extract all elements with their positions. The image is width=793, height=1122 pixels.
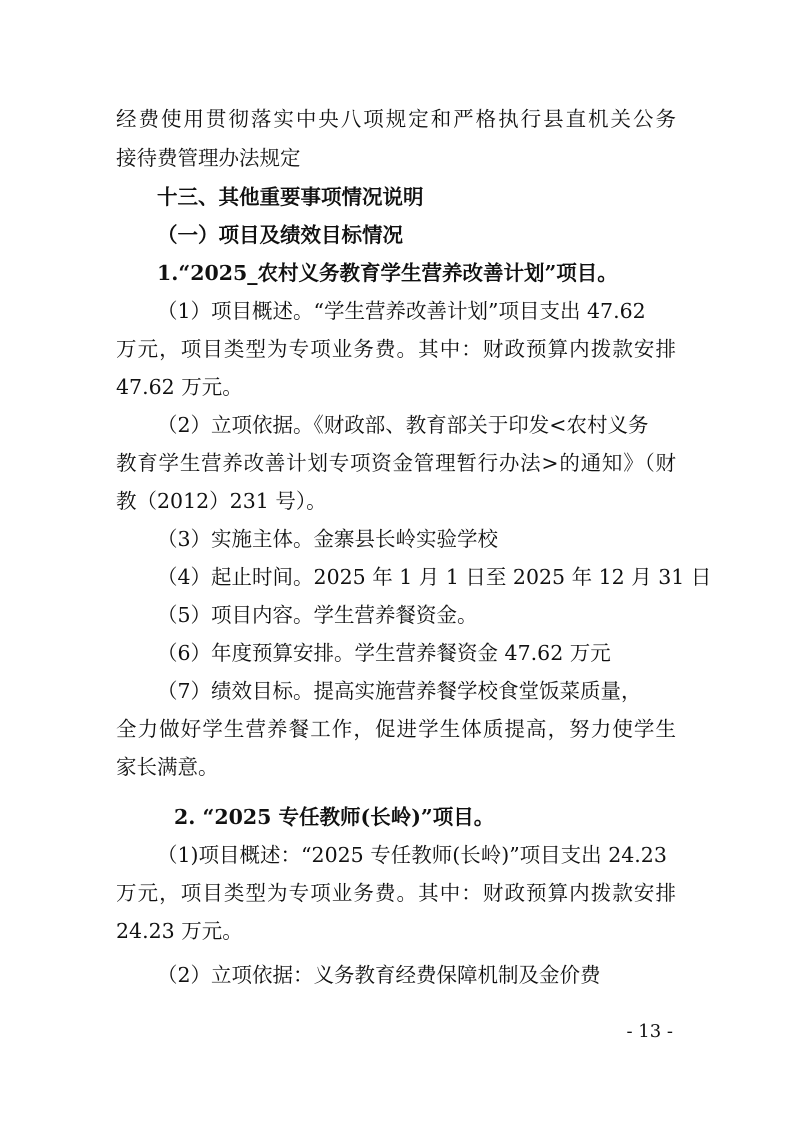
body-text-line: （2）立项依据：义务教育经费保障机制及金价费: [157, 963, 601, 987]
body-text-line: （1）项目概述。“学生营养改善计划”项目支出 47.62: [157, 299, 646, 323]
body-text-line: （4）起止时间。2025 年 1 月 1 日至 2025 年 12 月 31 日: [157, 565, 712, 589]
body-text-line: （2）立项依据。《财政部、教育部关于印发<农村义务: [157, 413, 649, 437]
project-heading: 2. “2025 专任教师(长岭)”项目。: [174, 805, 495, 829]
body-text-line: （7）绩效目标。提高实施营养餐学校食堂饭菜质量，: [157, 679, 642, 703]
body-text-line: 家长满意。: [116, 755, 219, 779]
project-heading: 1.“2025_农村义务教育学生营养改善计划”项目。: [157, 261, 618, 285]
body-text-line: 47.62 万元。: [116, 375, 243, 399]
body-text-line: （3）实施主体。金寨县长岭实验学校: [157, 527, 499, 551]
body-text-line: （6）年度预算安排。学生营养餐资金 47.62 万元: [157, 641, 611, 665]
page-number: - 13 -: [626, 1021, 673, 1042]
body-text-line: （1)项目概述：“2025 专任教师(长岭)”项目支出 24.23: [157, 843, 667, 867]
body-text-line: （5）项目内容。学生营养餐资金。: [157, 603, 478, 627]
body-text-line: 教（2012）231 号）。: [116, 489, 327, 513]
body-text-line: 经费使用贯彻落实中央八项规定和严格执行县直机关公务: [116, 107, 676, 131]
section-heading: 十三、其他重要事项情况说明: [157, 185, 424, 209]
body-text-line: 万元，项目类型为专项业务费。其中：财政预算内拨款安排: [116, 337, 676, 361]
subsection-heading: （一）项目及绩效目标情况: [157, 223, 403, 247]
body-text-line: 24.23 万元。: [116, 919, 243, 943]
body-text-line: 全力做好学生营养餐工作，促进学生体质提高，努力使学生: [116, 717, 676, 741]
body-text-line: 接待费管理办法规定: [116, 146, 301, 170]
body-text-line: 万元，项目类型为专项业务费。其中：财政预算内拨款安排: [116, 881, 676, 905]
body-text-line: 教育学生营养改善计划专项资金管理暂行办法>的通知》（财: [116, 451, 676, 475]
